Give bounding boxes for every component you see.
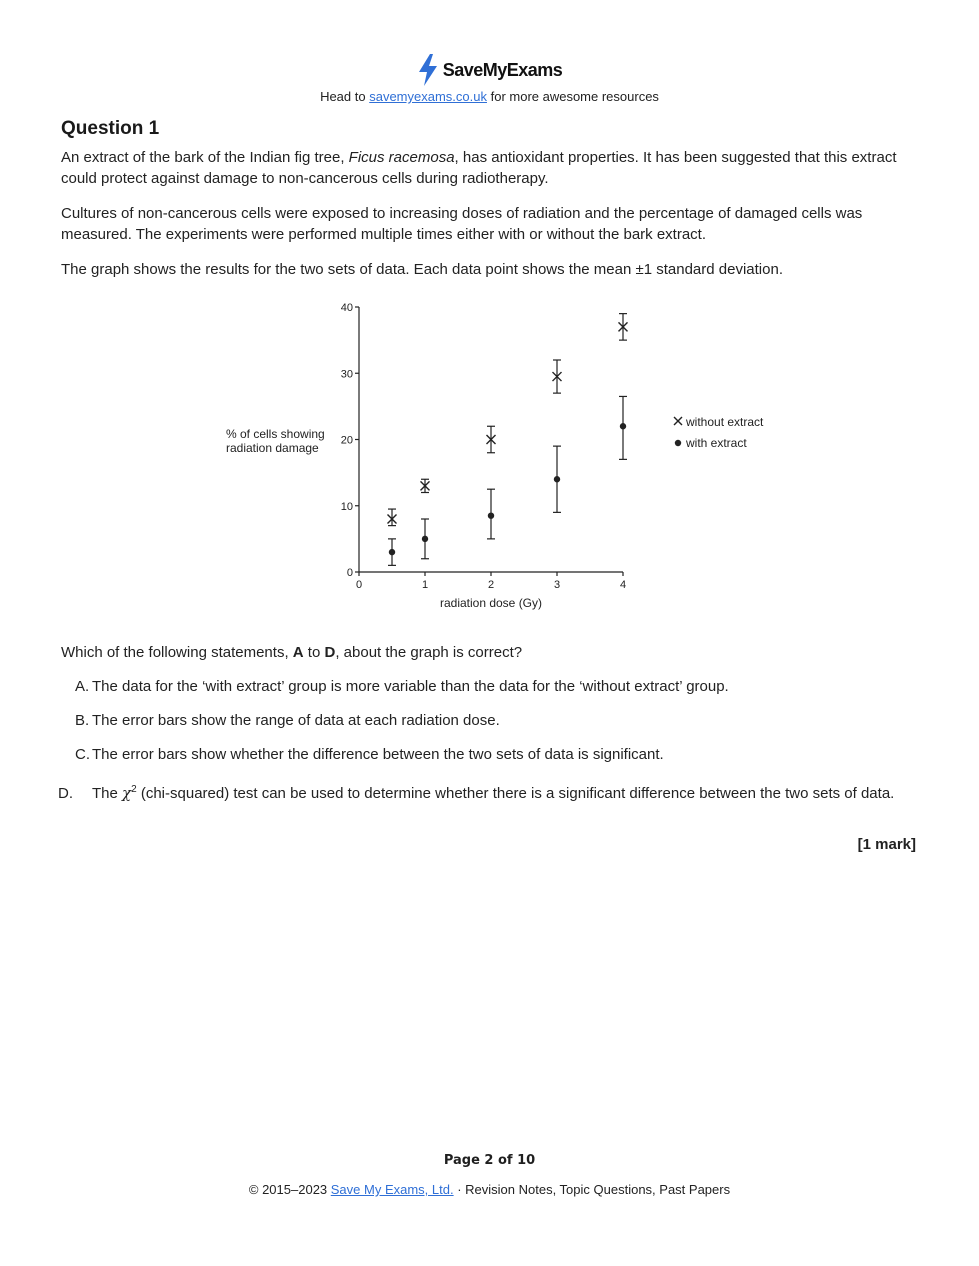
y-tick-label: 30 <box>340 368 353 381</box>
species-name: Ficus racemosa <box>348 149 455 166</box>
point-without-extract <box>421 479 430 492</box>
chart-axes <box>341 302 626 591</box>
y-tick-label: 40 <box>340 302 353 314</box>
legend <box>674 415 764 450</box>
x-tick-label: 3 <box>553 579 561 591</box>
y-tick-label: 20 <box>340 434 353 447</box>
option-a[interactable] <box>75 676 905 697</box>
x-tick-label: 2 <box>487 579 495 591</box>
x-tick-label: 1 <box>421 579 429 591</box>
point-without-extract <box>619 314 628 341</box>
question-prompt: Which of the following statements, A to D, about the graph is correct? <box>61 644 523 661</box>
dot-marker <box>389 549 395 555</box>
chart-marks <box>388 314 628 566</box>
dot-marker <box>422 536 428 542</box>
option-letter: D. <box>58 785 73 802</box>
site-link[interactable]: savemyexams.co.uk <box>369 89 487 104</box>
graph-description: The graph shows the results for the two sets of data. Each data point shows the mean ±1 standard deviation. <box>61 261 783 278</box>
point-without-extract <box>487 426 496 453</box>
y-axis-label-line1: % of cells showing <box>226 427 325 441</box>
legend-label-with-extract: with extract <box>686 436 747 450</box>
point-without-extract <box>553 360 562 393</box>
point-with-extract <box>553 446 561 512</box>
option-letter: B. <box>75 712 90 729</box>
option-text: The data for the ‘with extract’ group is more variable than the data for the ‘without extract’ group. <box>92 678 729 695</box>
company-link[interactable]: Save My Exams, Ltd. <box>330 1182 454 1197</box>
point-with-extract <box>487 489 495 539</box>
option-b[interactable] <box>75 710 905 731</box>
option-text: The error bars show the range of data at each radiation dose. <box>92 712 500 729</box>
y-tick-label: 10 <box>340 500 353 513</box>
option-d[interactable]: D. The $\chi^2$ (chi-squared) test can be used to determine whether there is a significant difference between the two sets of data. <box>58 784 895 802</box>
legend-label-without-extract: without extract <box>686 415 764 429</box>
legend-item-without-extract <box>674 415 764 429</box>
chi-symbol: χ <box>122 784 132 802</box>
point-without-extract <box>388 509 397 526</box>
marks-label: [1 mark] <box>857 836 916 853</box>
dot-marker <box>620 423 626 429</box>
site-header <box>0 54 979 91</box>
intro-paragraph: An extract of the bark of the Indian fig tree, Ficus racemosa, has antioxidant properties. It has been suggested that this extract could protect against damage to non-cancerous cells during radiotherapy. <box>61 149 897 187</box>
option-letter: C. <box>75 746 90 763</box>
x-axis-label: radiation dose (Gy) <box>439 596 543 610</box>
radiation-damage-chart <box>220 292 780 617</box>
tagline: Head to savemyexams.co.uk for more awesome resources <box>320 89 659 104</box>
option-text: The error bars show whether the difference between the two sets of data is significant. <box>92 746 664 763</box>
question-title: Question 1 <box>61 118 160 139</box>
brand-logo[interactable] <box>417 54 563 86</box>
dot-marker <box>488 512 494 518</box>
method-paragraph: Cultures of non-cancerous cells were exposed to increasing doses of radiation and the percentage of damaged cells was measured. The experiments were performed multiple times either with or without the bark extract. <box>61 205 863 243</box>
x-tick-label: 4 <box>619 579 627 591</box>
option-c[interactable] <box>75 744 905 765</box>
footer: © 2015–2023 Save My Exams, Ltd. · Revision Notes, Topic Questions, Past Papers <box>248 1182 731 1197</box>
page-number: Page 2 of 10 <box>443 1153 536 1168</box>
point-with-extract <box>421 519 429 559</box>
lightning-bolt-icon <box>417 54 439 86</box>
option-letter: A. <box>75 678 90 695</box>
brand-name: SaveMyExams <box>442 59 563 80</box>
dot-marker <box>554 476 560 482</box>
y-tick-label: 0 <box>346 567 353 579</box>
y-axis-label-line2: radiation damage <box>226 441 319 455</box>
point-with-extract <box>388 539 396 566</box>
x-tick-label: 0 <box>355 579 363 591</box>
legend-item-with-extract <box>675 436 748 450</box>
point-with-extract <box>619 396 627 459</box>
